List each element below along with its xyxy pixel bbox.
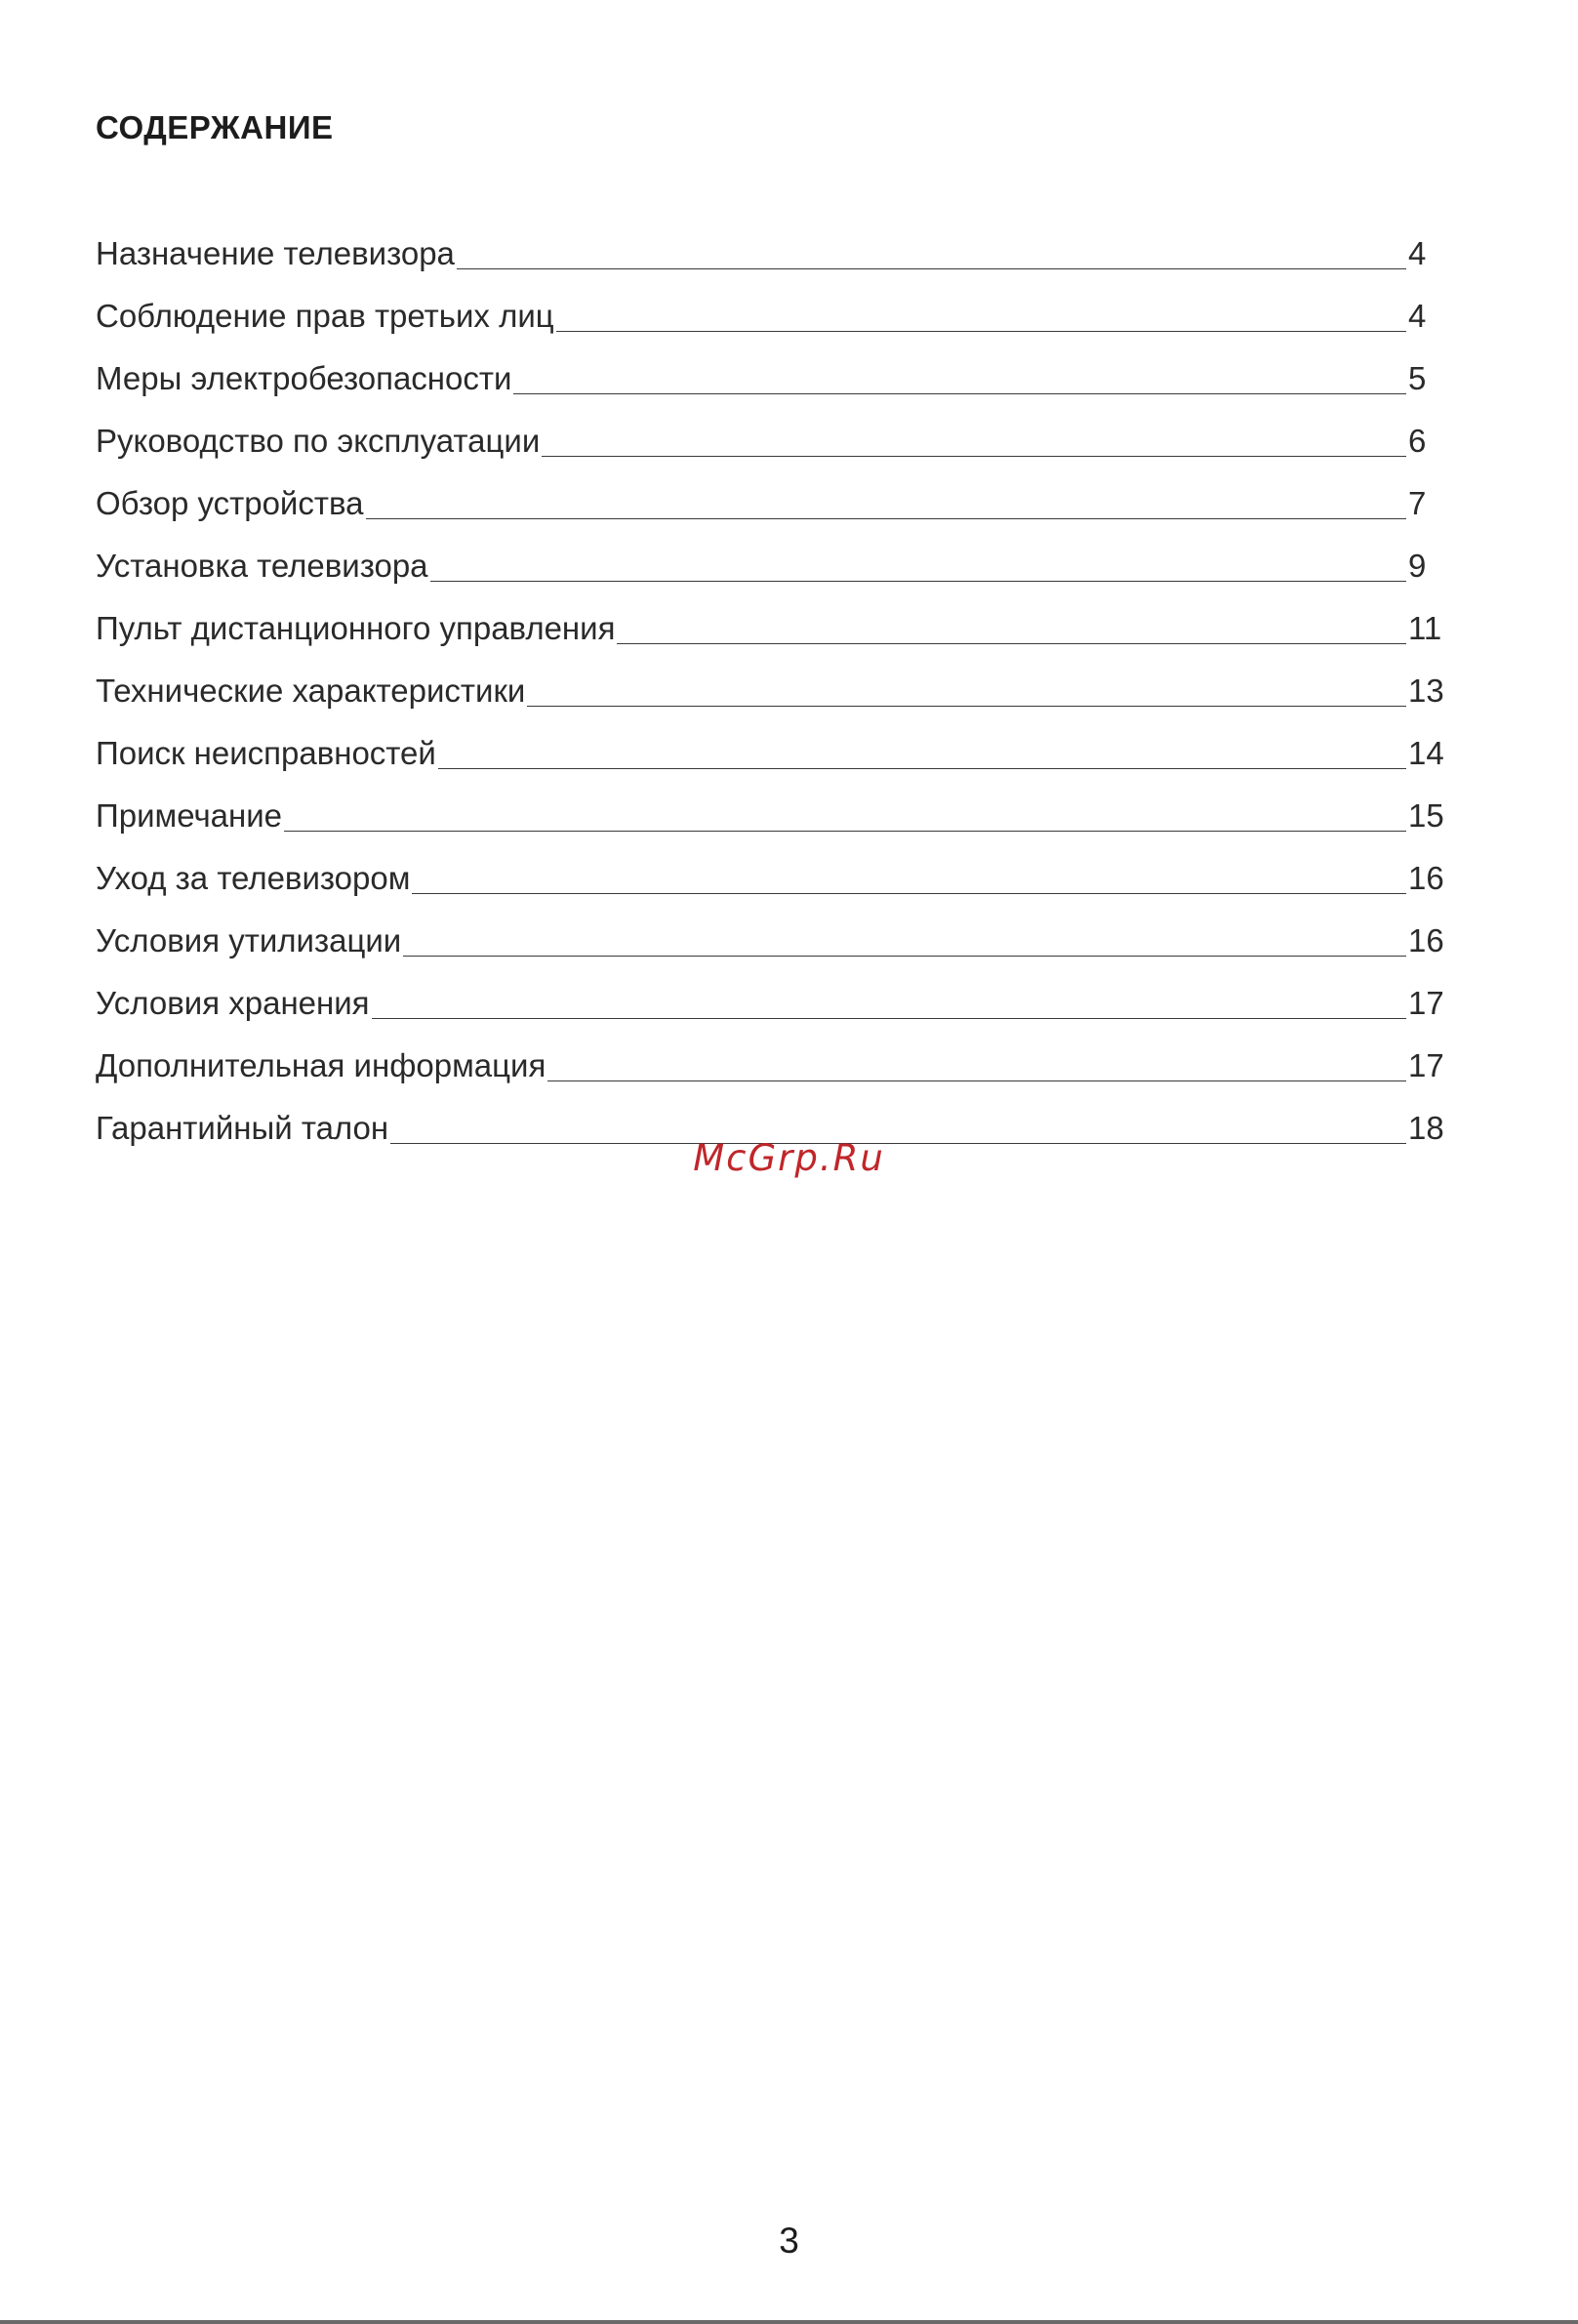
- toc-leader-line: [412, 892, 1406, 894]
- toc-entry[interactable]: [96, 525, 1437, 588]
- toc-entry-page: 5: [1408, 360, 1427, 396]
- toc-entry[interactable]: [96, 837, 1444, 900]
- toc-leader-line: [542, 455, 1406, 457]
- page-title: СОДЕРЖАНИЕ: [96, 109, 334, 145]
- toc-leader-line: [556, 330, 1406, 332]
- toc-leader-line: [438, 767, 1406, 769]
- toc-entry[interactable]: [96, 213, 1437, 275]
- toc-entry-title: Условия утилизации: [96, 922, 402, 958]
- toc-leader-line: [284, 830, 1406, 832]
- toc-entry-page: 13: [1408, 673, 1444, 709]
- toc-entry-page: 11: [1408, 610, 1442, 646]
- toc-leader-line: [457, 267, 1406, 269]
- toc-entry[interactable]: [96, 775, 1444, 837]
- toc-entry-page: 16: [1408, 922, 1444, 958]
- toc-entry-title: Установка телевизора: [96, 548, 428, 584]
- toc-entry-page: 4: [1408, 298, 1427, 334]
- toc-entry[interactable]: [96, 338, 1437, 400]
- watermark: McGrp.Ru: [693, 1137, 885, 1179]
- toc-entry-page: 7: [1408, 485, 1427, 521]
- toc-entry[interactable]: [96, 275, 1437, 338]
- table-of-contents: [96, 213, 1444, 1150]
- toc-leader-line: [617, 642, 1406, 644]
- toc-leader-line: [513, 392, 1406, 394]
- toc-leader-line: [527, 705, 1406, 707]
- toc-entry[interactable]: [96, 900, 1444, 962]
- toc-entry-title: Пульт дистанционного управления: [96, 610, 616, 646]
- toc-entry-title: Условия хранения: [96, 985, 370, 1021]
- toc-entry-page: 17: [1408, 1047, 1444, 1083]
- toc-entry-page: 18: [1408, 1110, 1444, 1146]
- toc-entry-page: 4: [1408, 235, 1427, 271]
- toc-entry-page: 17: [1408, 985, 1444, 1021]
- toc-leader-line: [372, 1017, 1406, 1019]
- toc-entry-title: Технические характеристики: [96, 673, 526, 709]
- toc-leader-line: [430, 580, 1406, 582]
- toc-entry-title: Примечание: [96, 797, 283, 834]
- toc-entry[interactable]: [96, 650, 1444, 713]
- toc-leader-line: [547, 1080, 1406, 1081]
- toc-entry-title: Дополнительная информация: [96, 1047, 546, 1083]
- toc-entry-title: Обзор устройства: [96, 485, 364, 521]
- toc-entry-page: 14: [1408, 735, 1444, 771]
- toc-entry-title: Соблюдение прав третьих лиц: [96, 298, 554, 334]
- toc-entry[interactable]: [96, 713, 1444, 775]
- toc-entry-page: 9: [1408, 548, 1427, 584]
- toc-entry-page: 6: [1408, 423, 1427, 459]
- toc-entry-title: Поиск неисправностей: [96, 735, 436, 771]
- toc-entry[interactable]: [96, 962, 1444, 1025]
- page-bottom-border: [0, 2320, 1578, 2324]
- toc-entry-page: 15: [1408, 797, 1444, 834]
- toc-entry-title: Руководство по эксплуатации: [96, 423, 541, 459]
- toc-entry-title: Меры электробезопасности: [96, 360, 512, 396]
- toc-entry-title: Уход за телевизором: [96, 860, 411, 896]
- toc-leader-line: [403, 955, 1406, 957]
- toc-entry[interactable]: [96, 463, 1437, 525]
- page-number: 3: [779, 2221, 799, 2261]
- toc-entry[interactable]: [96, 1025, 1444, 1087]
- toc-entry-page: 16: [1408, 860, 1444, 896]
- toc-entry[interactable]: [96, 400, 1437, 463]
- toc-entry-title: Гарантийный талон: [96, 1110, 389, 1146]
- toc-entry[interactable]: [96, 588, 1442, 650]
- toc-leader-line: [366, 517, 1407, 519]
- toc-entry-title: Назначение телевизора: [96, 235, 455, 271]
